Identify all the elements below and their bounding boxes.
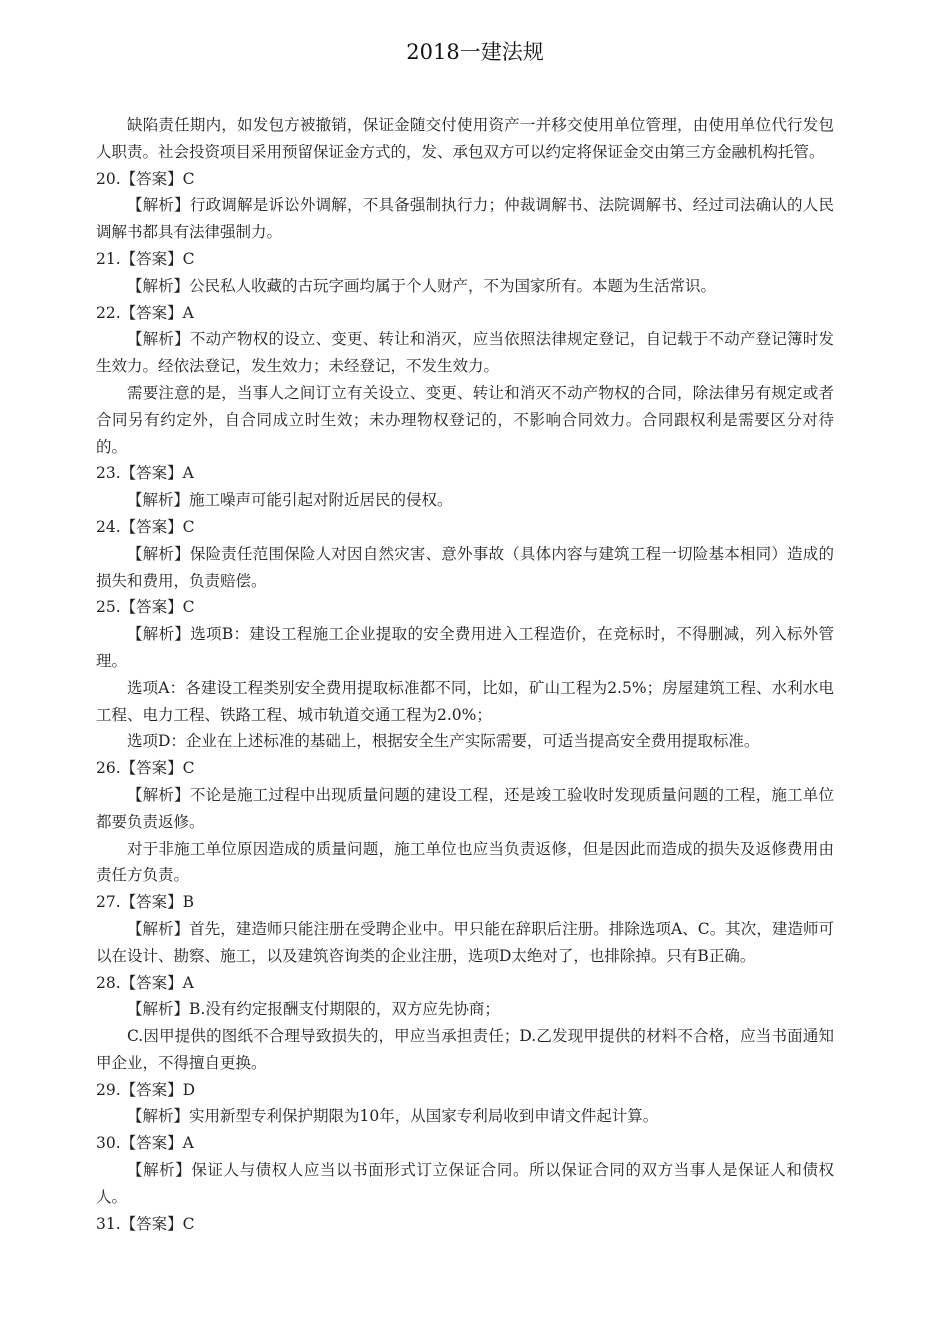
explanation: 【解析】行政调解是诉讼外调解，不具备强制执行力；仲裁调解书、法院调解书、经过司法确认的人民调解书都具有法律强制力。 — [96, 196, 834, 242]
explanation: 【解析】选项B：建设工程施工企业提取的安全费用进入工程造价，在竞标时，不得删减，列入标外管理。 — [96, 625, 834, 670]
explanation: 【解析】不论是施工过程中出现质量问题的建设工程，还是竣工验收时发现质量问题的工程，施工单位都要负责返修。 — [96, 785, 834, 831]
answer-line: 30.【答案】A — [96, 1134, 194, 1153]
explanation: 【解析】保证人与债权人应当以书面形式订立保证合同。所以保证合同的双方当事人是保证人和债权人。 — [96, 1161, 834, 1206]
answer-line: 21.【答案】C — [96, 249, 195, 268]
answer-line: 20.【答案】C — [96, 169, 195, 188]
answer-line: 28.【答案】A — [96, 973, 194, 992]
explanation: 【解析】保险责任范围保险人对因自然灾害、意外事故（具体内容与建筑工程一切险基本相同）造成的损失和费用，负责赔偿。 — [96, 544, 834, 590]
answer-line: 31.【答案】C — [96, 1214, 195, 1233]
document-body — [96, 112, 834, 1237]
paragraph: 选项A：各建设工程类别安全费用提取标准都不同，比如，矿山工程为2.5%；房屋建筑工程、水利水电工程、电力工程、铁路工程、城市轨道交通工程为2.0%； — [96, 678, 834, 724]
answer-line: 27.【答案】B — [96, 893, 195, 912]
page-title: 2018一建法规 — [406, 40, 544, 64]
answer-line: 22.【答案】A — [96, 303, 194, 322]
explanation: 【解析】首先，建造师只能注册在受聘企业中。甲只能在辞职后注册。排除选项A、C。其次，建造师可以在设计、勘察、施工，以及建筑咨询类的企业注册，选项D太绝对了，也排除掉。只有B正确。 — [96, 919, 834, 965]
explanation: 【解析】施工噪声可能引起对附近居民的侵权。 — [127, 491, 453, 510]
answer-line: 29.【答案】D — [96, 1080, 196, 1099]
paragraph: 选项D：企业在上述标准的基础上，根据安全生产实际需要，可适当提高安全费用提取标准。 — [127, 732, 760, 751]
paragraph: 对于非施工单位原因造成的质量问题，施工单位也应当负责返修，但是因此而造成的损失及返修费用由责任方负责。 — [96, 839, 834, 885]
paragraph: C.因甲提供的图纸不合理导致损失的，甲应当承担责任；D.乙发现甲提供的材料不合格，应当书面通知甲企业，不得擅自更换。 — [96, 1027, 834, 1072]
answer-line: 25.【答案】C — [96, 598, 195, 617]
explanation: 【解析】公民私人收藏的古玩字画均属于个人财产，不为国家所有。本题为生活常识。 — [127, 276, 717, 295]
paragraph: 缺陷责任期内，如发包方被撤销，保证金随交付使用资产一并移交使用单位管理，由使用单位代行发包人职责。社会投资项目采用预留保证金方式的，发、承包双方可以约定将保证金交由第三方金融机构托管。 — [96, 116, 834, 161]
explanation: 【解析】不动产物权的设立、变更、转让和消灭，应当依照法律规定登记，自记载于不动产登记簿时发生效力。经依法登记，发生效力；未经登记，不发生效力。 — [96, 330, 834, 376]
answer-line: 23.【答案】A — [96, 464, 194, 483]
explanation: 【解析】实用新型专利保护期限为10年，从国家专利局收到申请文件起计算。 — [127, 1107, 659, 1126]
explanation: 【解析】B.没有约定报酬支付期限的，双方应先协商； — [127, 1000, 500, 1019]
paragraph: 需要注意的是，当事人之间订立有关设立、变更、转让和消灭不动产物权的合同，除法律另有规定或者合同另有约定外，自合同成立时生效；未办理物权登记的，不影响合同效力。合同跟权利是需要区分对待的。 — [96, 383, 834, 456]
answer-line: 26.【答案】C — [96, 759, 195, 778]
answer-line: 24.【答案】C — [96, 517, 195, 536]
